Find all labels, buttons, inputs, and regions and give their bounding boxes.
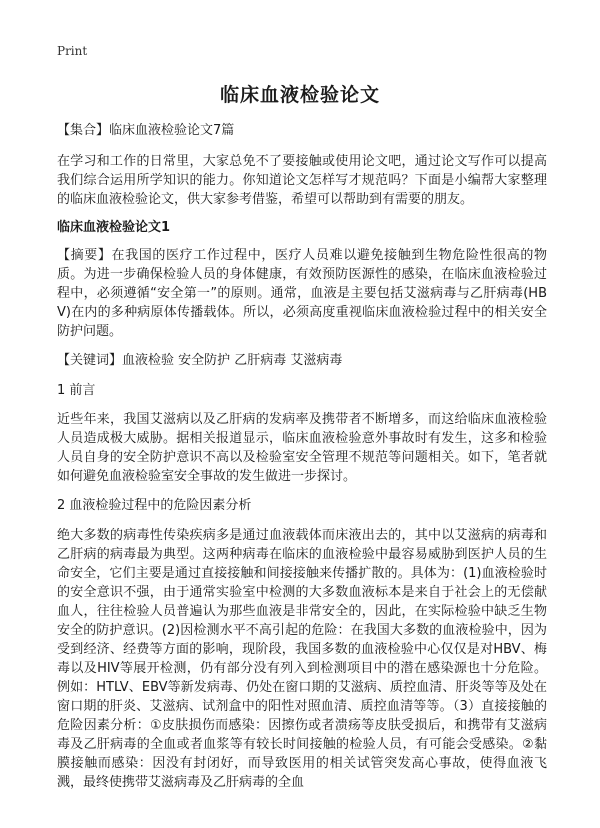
heading-introduction: 1 前言: [57, 383, 96, 398]
intro-paragraph: 在学习和工作的日常里，大家总免不了要接触或使用论文吧，通过论文写作可以提高我们综合运用所学知识的能力。你知道论文怎样写才规范吗？下面是小编帮大家整理的临床血液检验论文，供大家参考借鉴，希望可以帮助到有需要的朋友。: [57, 154, 547, 207]
paragraph-introduction: 近些年来，我国艾滋病以及乙肝病的发病率及携带者不断增多，而这给临床血液检验人员造成极大威胁。据相关报道显示，临床血液检验意外事故时有发生，这多和检验人员自身的安全防护意识不高以及检验室安全管理不规范等问题相关。如下，笔者就如何避免血液检验室安全事故的发生做进一步探讨。: [57, 412, 547, 484]
print-link[interactable]: Print: [57, 44, 88, 58]
heading-risk-analysis: 2 血液检验过程中的危险因素分析: [57, 498, 252, 513]
keywords-line: 【关键词】血液检验 安全防护 乙肝病毒 艾滋病毒: [57, 353, 343, 368]
section-title: 临床血液检验论文1: [57, 220, 171, 235]
page-title: 临床血液检验论文: [219, 84, 380, 106]
paragraph-risk-analysis: 绝大多数的病毒性传染疾病多是通过血液载体而床液出去的，其中以艾滋病的病毒和乙肝病的病毒最为典型。这两种病毒在临床的血液检验中最容易威胁到医护人员的生命安全，它们主要是通过直接接触和间接接触来传播扩散的。具体为：(1)血液检验时的安全意识不强，由于通常实验室中检测的大多数血液标本是来自于社会上的无偿献血人，往往检验人员普遍认为那些血液是非常安全的，因此，在实际检验中缺乏生物安全的防护意识。(2)因检测水平不高引起的危险：在我国大多数的血液检验中，因为受到经济、经费等方面的影响，现阶段，我国多数的血液检验中心仅仅是对HBV、梅毒以及HIV等展开检测，仍有部分没有列入到检测项目中的潜在感染源也十分危险。例如：HTLV、EBV等新发病毒、仍处在窗口期的艾滋病、质控血清、肝炎等等及处在窗口期的肝炎、艾滋病、试剂盒中的阳性对照血清、质控血清等等。（3）直接接触的危险因素分析：①皮肤损伤而感染：因擦伤或者溃疡等皮肤受损后，和携带有艾滋病毒及乙肝病毒的全血或者血浆等有较长时间接触的检验人员，有可能会受感染。②黏膜接触而感染：因没有封闭好，而导致医用的相关试管突发高心事故，使得血液飞溅，最终使携带艾滋病毒及乙肝病毒的全血: [57, 528, 547, 790]
collection-line: 【集合】临床血液检验论文7篇: [57, 123, 235, 138]
abstract-paragraph: 【摘要】在我国的医疗工作过程中，医疗人员难以避免接触到生物危险性很高的物质。为进一步确保检验人员的身体健康，有效预防医源性的感染，在临床血液检验过程中，必须遵循“安全第一”的原则。通常，血液是主要包括艾滋病毒与乙肝病毒(HBV)在内的多种病原体传播载体。所以，必须高度重视临床血液检验过程中的相关安全防护问题。: [57, 248, 547, 339]
